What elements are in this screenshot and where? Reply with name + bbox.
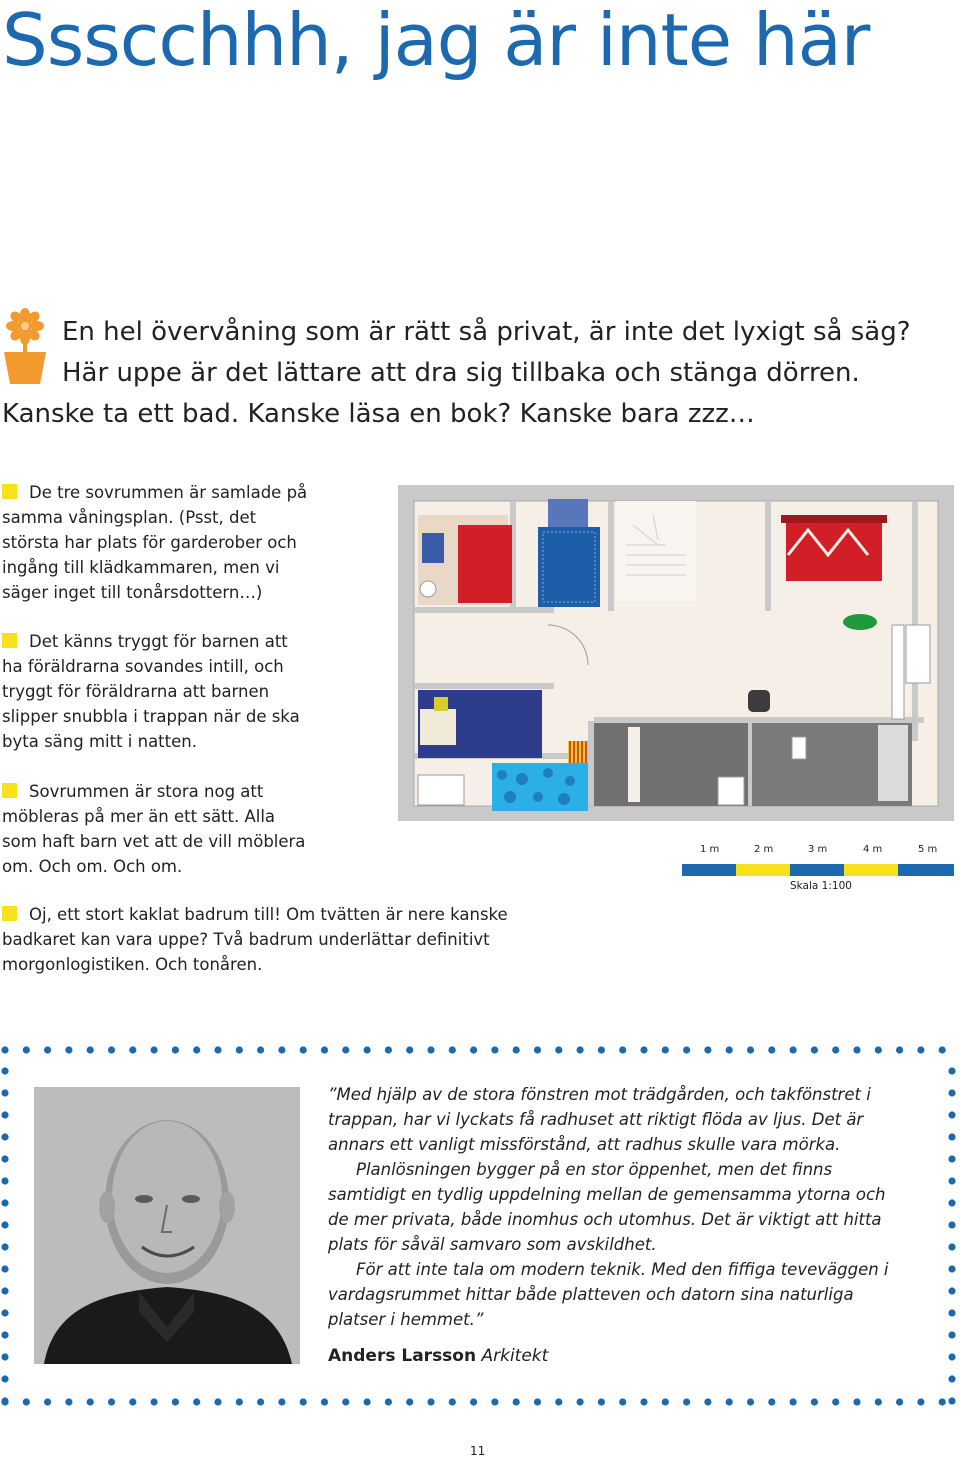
border-dot <box>193 1046 200 1053</box>
border-dot <box>598 1046 605 1053</box>
border-dot <box>491 1046 498 1053</box>
border-dot <box>1 1155 8 1162</box>
border-dot <box>948 1243 955 1250</box>
bullet-text: badkaret kan vara uppe? Två badrum underlättar definitivt <box>2 930 490 949</box>
border-dot <box>948 1199 955 1206</box>
border-dot <box>747 1046 754 1053</box>
border-dot <box>236 1398 243 1405</box>
border-dot <box>321 1398 328 1405</box>
scale-segment <box>790 864 844 876</box>
yellow-bullet-icon <box>2 484 17 499</box>
border-dot <box>427 1398 434 1405</box>
border-dot <box>896 1398 903 1405</box>
quote-line: ”Med hjälp av de stora fönstren mot trädgården, och takfönstret i <box>328 1085 871 1104</box>
border-dot <box>172 1398 179 1405</box>
border-dot <box>948 1265 955 1272</box>
quote-line: annars ett vanligt missförstånd, att radhus skulle vara mörka. <box>328 1135 841 1154</box>
quote-line: plats för såväl samvaro som avskildhet. <box>328 1235 657 1254</box>
border-dot <box>214 1046 221 1053</box>
border-dot <box>1 1199 8 1206</box>
quote-signature <box>328 1346 548 1366</box>
scale-segment <box>844 864 898 876</box>
border-dot <box>87 1046 94 1053</box>
border-dot <box>811 1046 818 1053</box>
border-dot <box>1 1287 8 1294</box>
border-dot <box>619 1398 626 1405</box>
yellow-bullet-icon <box>2 633 17 648</box>
border-dot <box>1 1309 8 1316</box>
border-dot <box>23 1046 30 1053</box>
author-name: Anders Larsson <box>328 1346 477 1366</box>
border-dot <box>65 1046 72 1053</box>
border-dot <box>364 1046 371 1053</box>
scale-tick: 3 m <box>808 844 828 855</box>
quote-line: de mer privata, både inomhus och utomhus. Det är viktigt att hitta <box>328 1210 882 1229</box>
border-dot <box>939 1398 946 1405</box>
border-dot <box>491 1398 498 1405</box>
border-dot <box>1 1375 8 1382</box>
bullet-paragraph <box>2 629 300 754</box>
quote-line: vardagsrummet hittar både platteven och datorn sina naturliga <box>328 1285 854 1304</box>
quote-line: samtidigt en tydlig uppdelning mellan de gemensamma ytorna och <box>328 1185 886 1204</box>
bullet-text: säger inget till tonårsdottern…) <box>2 583 263 602</box>
border-dot <box>534 1046 541 1053</box>
border-dot <box>939 1046 946 1053</box>
border-dot <box>278 1046 285 1053</box>
border-dot <box>726 1398 733 1405</box>
border-dot <box>598 1398 605 1405</box>
scale-tick: 1 m <box>700 844 720 855</box>
border-dot <box>151 1398 158 1405</box>
border-dot <box>948 1155 955 1162</box>
border-dot <box>1 1265 8 1272</box>
border-dot <box>342 1398 349 1405</box>
bullet-paragraph <box>2 902 508 977</box>
yellow-bullet-icon <box>2 906 17 921</box>
border-dot <box>108 1046 115 1053</box>
border-dot <box>948 1221 955 1228</box>
border-dot <box>193 1398 200 1405</box>
border-dot <box>470 1046 477 1053</box>
page-title: Ssscchhh, jag är inte här <box>2 0 870 82</box>
border-dot <box>948 1375 955 1382</box>
bullet-text: Oj, ett stort kaklat badrum till! Om tvätten är nere kanske <box>29 905 508 924</box>
border-dot <box>832 1398 839 1405</box>
border-dot <box>790 1046 797 1053</box>
border-dot <box>948 1067 955 1074</box>
scale-segment <box>898 864 954 876</box>
border-dot <box>640 1046 647 1053</box>
border-dot <box>577 1046 584 1053</box>
border-dot <box>917 1398 924 1405</box>
border-dot <box>449 1046 456 1053</box>
border-dot <box>1 1046 8 1053</box>
scale-bar <box>682 840 954 900</box>
bullet-text: om. Och om. Och om. <box>2 857 183 876</box>
border-dot <box>875 1398 882 1405</box>
border-dot <box>236 1046 243 1053</box>
intro-line: Här uppe är det lättare att dra sig tillbaka och stänga dörren. <box>62 358 860 388</box>
border-dot <box>449 1398 456 1405</box>
border-dot <box>108 1398 115 1405</box>
portrait-photo <box>34 1087 300 1364</box>
bullet-text: som haft barn vet att de vill möblera <box>2 832 306 851</box>
author-role: Arkitekt <box>481 1346 549 1366</box>
border-dot <box>300 1046 307 1053</box>
border-dot <box>44 1046 51 1053</box>
scale-tick: 2 m <box>754 844 774 855</box>
border-dot <box>342 1046 349 1053</box>
border-dot <box>948 1353 955 1360</box>
border-dot <box>853 1398 860 1405</box>
border-dot <box>811 1398 818 1405</box>
scale-segment <box>736 864 790 876</box>
border-dot <box>151 1046 158 1053</box>
border-dot <box>683 1046 690 1053</box>
bullet-paragraph <box>2 480 307 605</box>
intro-line: Kanske ta ett bad. Kanske läsa en bok? Kanske bara zzz… <box>2 399 755 429</box>
border-dot <box>683 1398 690 1405</box>
bullet-text: slipper snubbla i trappan när de ska <box>2 707 300 726</box>
intro-line: En hel övervåning som är rätt så privat, är inte det lyxigt så säg? <box>62 317 911 347</box>
intro-text <box>0 312 960 435</box>
border-dot <box>948 1111 955 1118</box>
border-dot <box>172 1046 179 1053</box>
border-dot <box>364 1398 371 1405</box>
border-dot <box>948 1089 955 1096</box>
border-dot <box>214 1398 221 1405</box>
border-dot <box>23 1398 30 1405</box>
quote-line: platser i hemmet.” <box>328 1310 484 1329</box>
quote-line: trappan, har vi lyckats få radhuset att riktigt flöda av ljus. Det är <box>328 1110 864 1129</box>
border-dot <box>948 1287 955 1294</box>
border-dot <box>875 1046 882 1053</box>
border-dot <box>948 1177 955 1184</box>
architect-quote <box>328 1082 928 1332</box>
border-dot <box>768 1046 775 1053</box>
border-dot <box>257 1046 264 1053</box>
scale-segment <box>682 864 736 876</box>
border-dot <box>278 1398 285 1405</box>
border-dot <box>577 1398 584 1405</box>
border-dot <box>662 1398 669 1405</box>
border-dot <box>1 1111 8 1118</box>
scale-tick: 5 m <box>918 844 938 855</box>
quote-line: Planlösningen bygger på en stor öppenhet, men det finns <box>356 1160 833 1179</box>
quote-line: För att inte tala om modern teknik. Med den fiffiga teveväggen i <box>356 1260 889 1279</box>
bullet-text: byta säng mitt i natten. <box>2 732 197 751</box>
bullet-text: Sovrummen är stora nog att <box>29 782 264 801</box>
border-dot <box>65 1398 72 1405</box>
border-dot <box>555 1398 562 1405</box>
border-dot <box>726 1046 733 1053</box>
border-dot <box>1 1089 8 1096</box>
bullet-text: största har plats för garderober och <box>2 533 297 552</box>
border-dot <box>513 1046 520 1053</box>
border-dot <box>1 1133 8 1140</box>
border-dot <box>917 1046 924 1053</box>
border-dot <box>948 1331 955 1338</box>
bullet-text: ingång till klädkammaren, men vi <box>2 558 280 577</box>
bullet-text: möbleras på mer än ett sätt. Alla <box>2 807 276 826</box>
border-dot <box>768 1398 775 1405</box>
border-dot <box>948 1309 955 1316</box>
page-number: 11 <box>470 1444 486 1458</box>
border-dot <box>1 1397 8 1404</box>
border-dot <box>1 1243 8 1250</box>
bullet-text: tryggt för föräldrarna att barnen <box>2 682 270 701</box>
border-dot <box>44 1398 51 1405</box>
floor-plan <box>398 485 954 821</box>
border-dot <box>1 1331 8 1338</box>
border-dot <box>1 1353 8 1360</box>
border-dot <box>704 1046 711 1053</box>
border-dot <box>129 1398 136 1405</box>
border-dot <box>129 1046 136 1053</box>
bullet-text: morgonlogistiken. Och tonåren. <box>2 955 263 974</box>
bullet-paragraph <box>2 779 305 879</box>
border-dot <box>300 1398 307 1405</box>
border-dot <box>534 1398 541 1405</box>
border-dot <box>853 1046 860 1053</box>
border-dot <box>87 1398 94 1405</box>
border-dot <box>470 1398 477 1405</box>
border-dot <box>640 1398 647 1405</box>
border-dot <box>513 1398 520 1405</box>
border-dot <box>257 1398 264 1405</box>
border-dot <box>427 1046 434 1053</box>
border-dot <box>704 1398 711 1405</box>
border-dot <box>896 1046 903 1053</box>
bullet-text: Det känns tryggt för barnen att <box>29 632 288 651</box>
border-dot <box>385 1046 392 1053</box>
border-dot <box>385 1398 392 1405</box>
border-dot <box>832 1046 839 1053</box>
bullet-text: ha föräldrarna sovandes intill, och <box>2 657 284 676</box>
border-dot <box>747 1398 754 1405</box>
border-dot <box>555 1046 562 1053</box>
border-dot <box>321 1046 328 1053</box>
scale-caption: Skala 1:100 <box>790 880 852 892</box>
border-dot <box>948 1133 955 1140</box>
bullet-text: samma våningsplan. (Psst, det <box>2 508 257 527</box>
border-dot <box>790 1398 797 1405</box>
border-dot <box>662 1046 669 1053</box>
border-dot <box>1 1221 8 1228</box>
border-dot <box>406 1046 413 1053</box>
border-dot <box>619 1046 626 1053</box>
scale-tick: 4 m <box>863 844 883 855</box>
border-dot <box>948 1397 955 1404</box>
border-dot <box>1 1177 8 1184</box>
border-dot <box>406 1398 413 1405</box>
border-dot <box>1 1067 8 1074</box>
bullet-text: De tre sovrummen är samlade på <box>29 483 308 502</box>
yellow-bullet-icon <box>2 783 17 798</box>
